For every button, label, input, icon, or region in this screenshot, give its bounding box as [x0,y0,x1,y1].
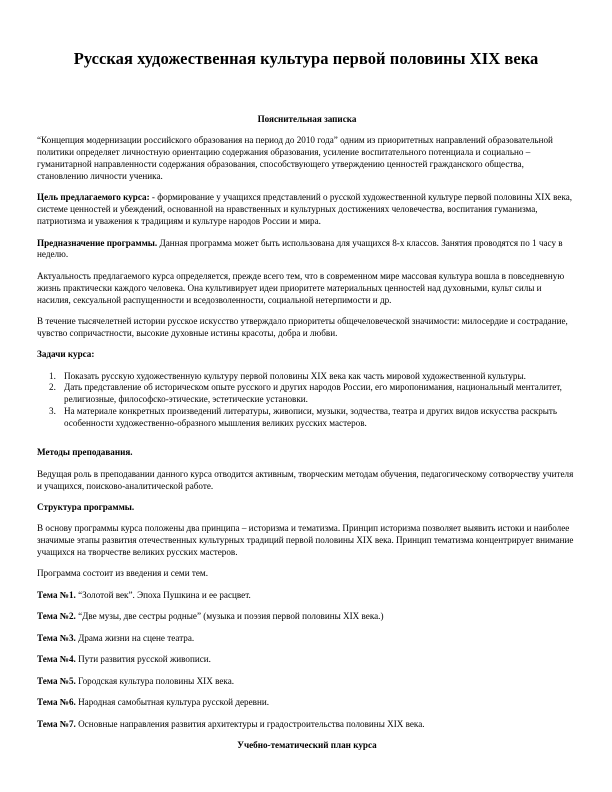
purpose-text: Данная программа может быть использована для учащихся 8-х классов. Занятия проводятся по 1 часу в неделю. [37,237,563,260]
list-item-text: Показать русскую художественную культуру первой половины XIX века как часть мировой художественной культуры. [64,370,526,381]
spacer [37,440,577,448]
goal-paragraph [37,192,577,228]
topic-label: Тема №3. [37,632,76,643]
goal-label: Цель предлагаемого курса: [37,192,150,203]
list-item [37,406,577,430]
topic-text: Городская культура половины XIX века. [75,675,235,686]
list-number: 3. [49,406,56,417]
topic-text: “Золотой век”. Эпоха Пушкина и ее расцвет. [75,589,251,600]
list-number: 1. [49,370,56,381]
topic-item [37,697,577,709]
topic-label: Тема №4. [37,654,76,665]
purpose-label: Предназначение программы. [37,237,158,248]
goal-text: - формирование у учащихся представлений о русской художественной культуре первой половины XIX века, системе ценностей и убеждений, основанной на нравственных и культурных достижениях человечества, воспитания гуманизма, патриотизма и уважения к традициям и культуре народов России и мира. [37,192,573,227]
tasks-list [37,371,577,431]
topic-text: “Две музы, две сестры родные” (музыка и поэзия первой половины XIX века.) [75,611,384,622]
purpose-paragraph [37,238,577,262]
topic-label: Тема №6. [37,697,76,708]
note-heading: Пояснительная записка [257,114,357,124]
topic-text: Пути развития русской живописи. [75,654,211,665]
page-title: Русская художественная культура первой половины XIX века [73,49,539,68]
topic-item [37,654,577,666]
list-item [37,371,577,383]
history-paragraph: В течение тысячелетней истории русское искусство утверждало приоритеты общечеловеческой значимости: милосердие и сострадание, чувство сопричастности, высокие духовные истины красоты, добра и любви. [37,315,568,338]
document-body [37,114,577,752]
topic-label: Тема №5. [37,675,76,686]
topic-label: Тема №2. [37,611,76,622]
topic-item [37,590,577,602]
tasks-heading: Задачи курса: [37,349,95,360]
topic-item [37,611,577,623]
topic-label: Тема №7. [37,718,76,729]
relevance-paragraph: Актуальность предлагаемого курса определяется, прежде всего тем, что в современном мире массовая культура вошла в повседневную жизнь практически каждого человека. Она культивирует идеи приоритете материальных ценностей над духовными, культ силы и насилия, сексуальной распущенности и вседозволенности, социальной нетерпимости и др. [37,270,565,305]
structure-heading: Структура программы. [37,501,135,512]
list-item-text: Дать представление об историческом опыте русского и других народов России, его миропонимания, национальный менталитет, религиозные, философско-этические, эстетические установки. [64,382,562,405]
intro-paragraph: “Концепция модернизации российского образования на период до 2010 года” одним из приоритетных направлений образовательной политики определяет личностную ориентацию содержания образования, усиление воспитательного потенциала и социально – гуманитарной направленности содержания образования, способствующего утверждению ценностей гражданского общества, становлению личности ученика. [37,135,553,182]
topic-text: Драма жизни на сцене театра. [75,632,195,643]
structure-paragraph: В основу программы курса положены два принципа – историзма и тематизма. Принцип историзма позволяет выявить истоки и наиболее значимые этапы развития отечественных культурных традиций первой половины XIX века. Принцип тематизма концентрирует внимание учащихся на творчестве великих русских мастеров. [37,523,574,558]
topic-text: Основные направления развития архитектуры и градостроительства половины XIX века. [75,718,425,729]
methods-paragraph: Ведущая роль в преподавании данного курса отводится активным, творческим методам обучения, педагогическому сотворчеству учителя и учащихся, поисково-аналитической работе. [37,468,574,491]
methods-heading: Методы преподавания. [37,447,133,458]
plan-heading: Учебно-тематический план курса [237,740,377,751]
list-item [37,382,577,406]
program-composition: Программа состоит из введения и семи тем. [37,568,208,579]
list-number: 2. [49,382,56,393]
topic-item [37,719,577,731]
topic-item [37,633,577,645]
topic-text: Народная самобытная культура русской деревни. [75,697,269,708]
list-item-text: На материале конкретных произведений литературы, живописи, музыки, зодчества, театра и других видов искусства раскрыть особенности художественно-образного мышления великих русских мастеров. [64,406,558,429]
topic-label: Тема №1. [37,589,76,600]
topic-item [37,676,577,688]
